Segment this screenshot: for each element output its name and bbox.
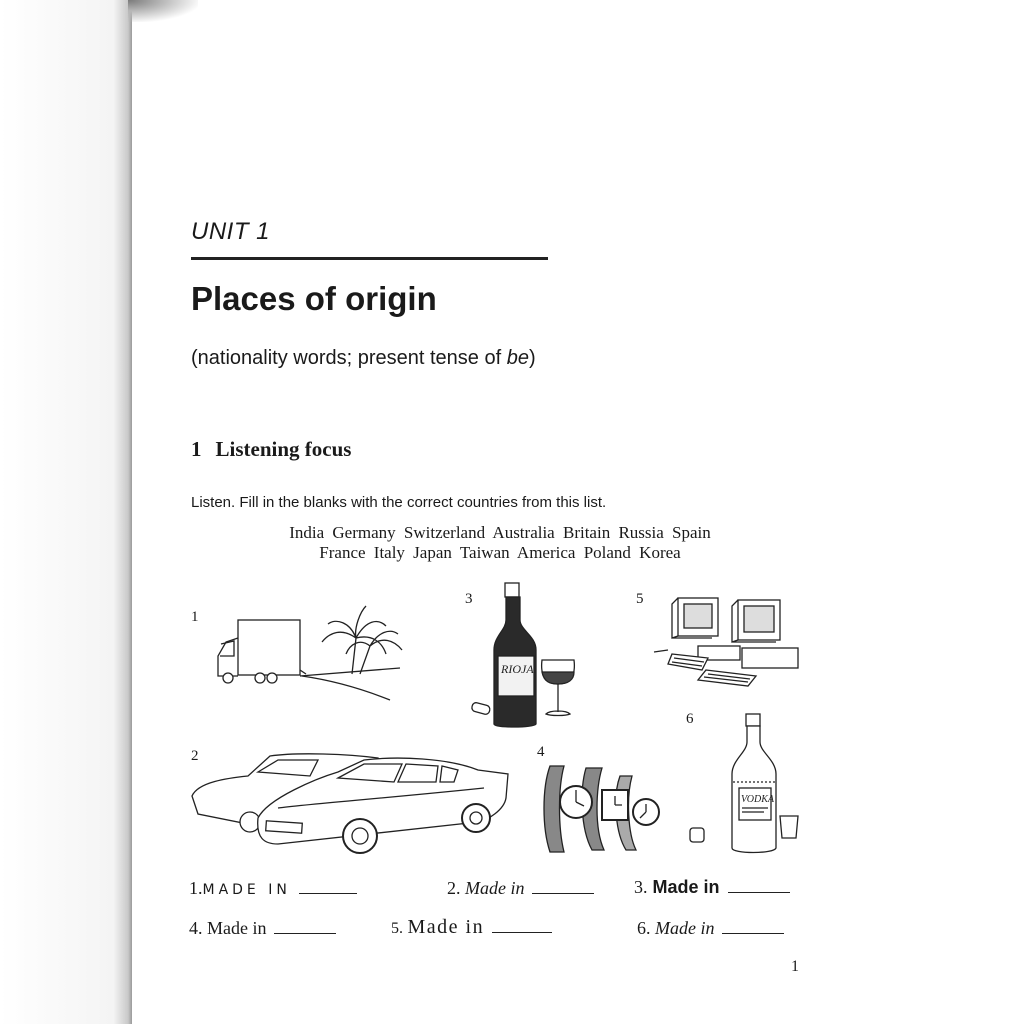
computers-icon	[652, 592, 804, 690]
page-edge-shadow	[0, 0, 132, 1024]
page-corner-shadow	[128, 0, 198, 22]
answer-1-blank[interactable]	[299, 892, 357, 894]
truck-palm-trees-icon	[210, 598, 410, 708]
page-number: 1	[791, 958, 799, 975]
picture-number-4: 4	[537, 744, 545, 760]
picture-number-6: 6	[686, 711, 694, 727]
cars-icon	[188, 748, 513, 860]
answer-1: 1.MADE IN	[189, 878, 357, 899]
answer-2: 2. Made in	[447, 878, 594, 899]
wine-bottle-glass-icon	[470, 580, 582, 732]
page-title: Places of origin	[191, 280, 437, 317]
picture-number-2: 2	[191, 748, 199, 764]
answer-5-blank[interactable]	[492, 931, 552, 933]
country-list-line-1: India Germany Switzerland Australia Britain Russia Spain	[289, 523, 711, 542]
instructions: Listen. Fill in the blanks with the correct countries from this list.	[191, 494, 607, 511]
picture-number-5: 5	[636, 591, 644, 607]
answer-3: 3. Made in	[634, 877, 790, 898]
answer-4: 4. Made in	[189, 918, 336, 939]
section-heading: 1 Listening focus	[191, 437, 352, 461]
wristwatches-icon	[540, 758, 665, 858]
answer-2-blank[interactable]	[532, 892, 594, 894]
answer-4-blank[interactable]	[274, 932, 336, 934]
picture-number-3: 3	[465, 591, 473, 607]
vodka-label: VODKA	[741, 794, 775, 805]
answer-6: 6. Made in	[637, 918, 784, 939]
wine-label: RIOJA	[501, 662, 534, 676]
page-subtitle: (nationality words; present tense of be)	[191, 347, 536, 369]
unit-label: UNIT 1	[191, 218, 271, 245]
answer-5: 5. Made in	[391, 916, 552, 939]
picture-number-1: 1	[191, 609, 199, 625]
answer-3-blank[interactable]	[728, 891, 790, 893]
vodka-bottle-icon	[688, 712, 804, 858]
country-list-line-2: France Italy Japan Taiwan America Poland Korea	[319, 543, 681, 562]
title-rule	[191, 257, 548, 260]
answer-6-blank[interactable]	[722, 932, 784, 934]
